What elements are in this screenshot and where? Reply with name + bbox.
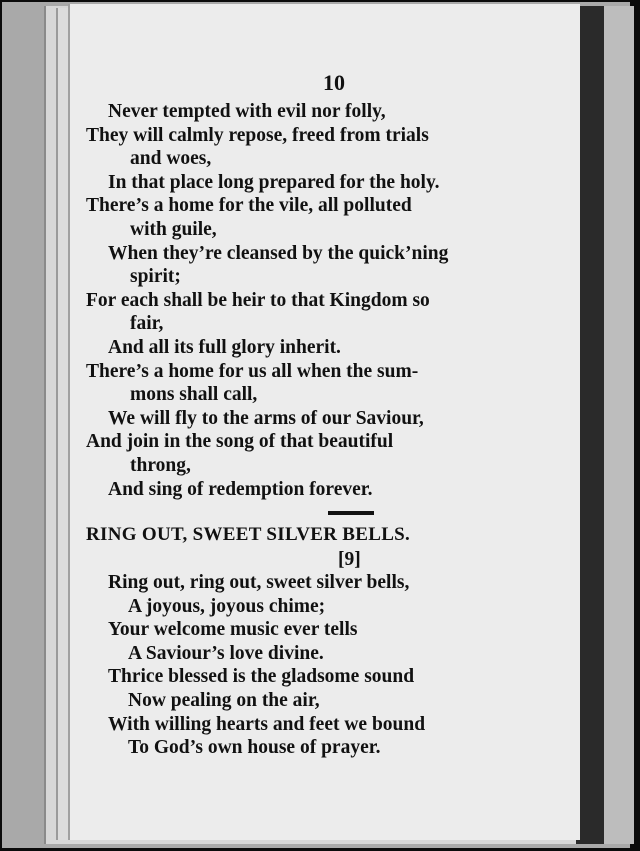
verse-line: Your welcome music ever tells [108, 619, 358, 641]
verse-line: throng, [130, 454, 191, 476]
verse-line: And sing of redemption forever. [108, 478, 373, 500]
verse-line: Now pealing on the air, [128, 690, 320, 712]
hymn-number: [9] [338, 549, 361, 571]
page-text [86, 100, 556, 760]
verse-line: With willing hearts and feet we bound [108, 713, 426, 735]
verse-line: And all its full glory inherit. [108, 336, 341, 358]
page-number: 10 [323, 70, 345, 95]
verse-line: To God’s own house of prayer. [128, 737, 381, 759]
verse-line: And join in the song of that beautiful [86, 431, 394, 453]
facing-page-strip [604, 6, 634, 844]
verse-line: There’s a home for us all when the sum- [86, 360, 419, 382]
verse-line: In that place long prepared for the holy. [108, 171, 440, 193]
verse-line: When they’re cleansed by the quick’ning [108, 242, 449, 264]
verse-line: For each shall be heir to that Kingdom so [86, 289, 430, 311]
verse-line: Never tempted with evil nor folly, [108, 101, 386, 122]
poem-stanzas [86, 100, 556, 501]
hymn-title: RING OUT, SWEET SILVER BELLS. [86, 524, 411, 546]
verse-line: and woes, [130, 148, 212, 170]
verse-line: They will calmly repose, freed from trials [86, 124, 429, 146]
verse-line: We will fly to the arms of our Saviour, [108, 407, 424, 429]
verse-line: Ring out, ring out, sweet silver bells, [108, 572, 410, 594]
verse-line: There’s a home for the vile, all polluted [86, 195, 412, 217]
verse-line: A joyous, joyous chime; [128, 595, 326, 617]
verse-line: with guile, [130, 218, 217, 240]
hymn-verse [86, 571, 556, 760]
page-edge-shadow [576, 6, 604, 844]
verse-line: A Saviour’s love divine. [128, 642, 324, 664]
section-divider [328, 511, 374, 515]
verse-line: fair, [130, 313, 164, 335]
verse-line: Thrice blessed is the gladsome sound [108, 666, 415, 688]
verse-line: mons shall call, [130, 384, 258, 406]
verse-line: spirit; [130, 266, 181, 288]
